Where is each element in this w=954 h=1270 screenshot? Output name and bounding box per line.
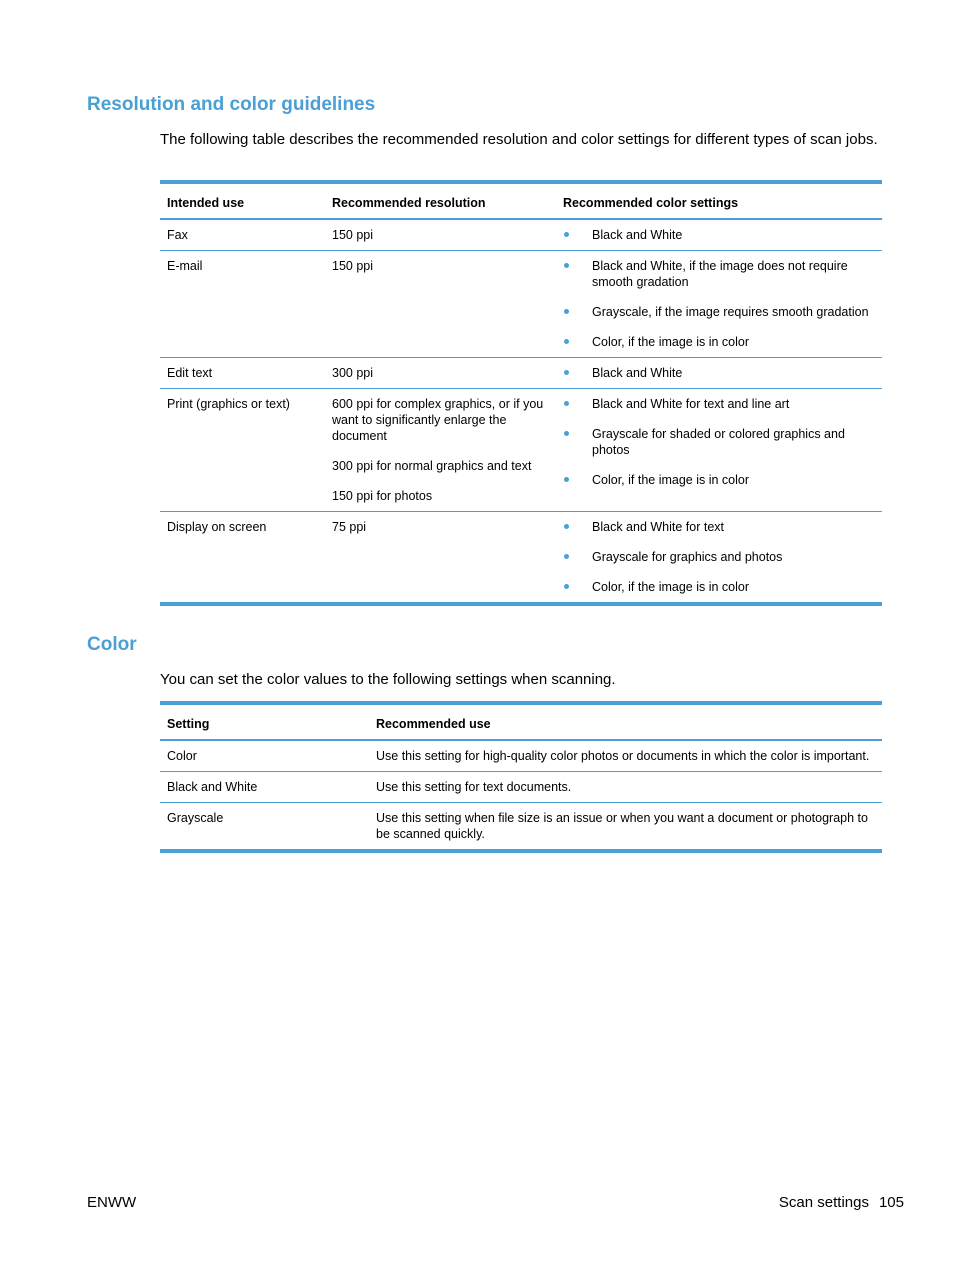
table-header-row bbox=[160, 182, 882, 219]
bullet-text: Black and White for text bbox=[592, 520, 725, 534]
table-row bbox=[160, 389, 882, 512]
bullet-icon bbox=[564, 431, 569, 436]
cell-recommended-use: Use this setting for high-quality color photos or documents in which the color is important. bbox=[376, 749, 870, 763]
bullet-icon bbox=[564, 263, 569, 268]
column-header-intended-use: Intended use bbox=[160, 182, 325, 219]
resolution-text: 300 ppi for normal graphics and text bbox=[332, 459, 532, 473]
bullet-icon bbox=[564, 524, 569, 529]
bullet-item bbox=[563, 334, 876, 350]
column-header-recommended-use: Recommended use bbox=[369, 703, 882, 740]
intro-paragraph-resolution: The following table describes the recommended resolution and color settings for different types of scan jobs. bbox=[160, 131, 878, 148]
cell-recommended-resolution bbox=[325, 219, 556, 251]
bullet-text: Color, if the image is in color bbox=[592, 473, 750, 487]
bullet-text: Grayscale for graphics and photos bbox=[592, 550, 783, 564]
bullet-list bbox=[563, 396, 876, 488]
table-row bbox=[160, 251, 882, 358]
table-row bbox=[160, 219, 882, 251]
cell-recommended-resolution bbox=[325, 358, 556, 389]
table-row bbox=[160, 740, 882, 772]
bullet-item bbox=[563, 396, 876, 412]
cell-intended-use: Display on screen bbox=[160, 512, 325, 605]
bullet-item bbox=[563, 365, 876, 381]
bullet-list bbox=[563, 365, 876, 381]
bullet-text: Grayscale, if the image requires smooth gradation bbox=[592, 305, 869, 319]
footer-page-info bbox=[779, 1194, 904, 1211]
bullet-icon bbox=[564, 370, 569, 375]
cell-intended-use: Fax bbox=[167, 228, 188, 242]
resolution-text: 150 ppi bbox=[332, 259, 374, 273]
bullet-item bbox=[563, 472, 876, 488]
section-heading-resolution: Resolution and color guidelines bbox=[87, 94, 376, 115]
table-row bbox=[160, 772, 882, 803]
resolution-text: 150 ppi bbox=[332, 228, 374, 242]
cell-intended-use: Edit text bbox=[160, 358, 325, 389]
cell-setting: Color bbox=[167, 749, 197, 763]
footer-doc-code: ENWW bbox=[87, 1194, 137, 1211]
cell-recommended-resolution bbox=[325, 251, 556, 358]
bullet-item bbox=[563, 549, 876, 565]
bullet-text: Black and White, if the image does not require smooth gradation bbox=[592, 259, 848, 289]
bullet-icon bbox=[564, 339, 569, 344]
cell-recommended-use: Use this setting when file size is an issue or when you want a document or photograph to be scanned quickly. bbox=[369, 803, 882, 852]
cell-recommended-resolution bbox=[325, 512, 556, 605]
resolution-table bbox=[160, 180, 882, 606]
cell-intended-use: E-mail bbox=[160, 251, 325, 358]
bullet-list bbox=[563, 227, 876, 243]
bullet-icon bbox=[564, 309, 569, 314]
table-row bbox=[160, 358, 882, 389]
section-heading-color: Color bbox=[87, 634, 137, 655]
resolution-text: 150 ppi for photos bbox=[332, 489, 433, 503]
bullet-item bbox=[563, 258, 876, 290]
bullet-icon bbox=[564, 477, 569, 482]
cell-recommended-color-settings bbox=[556, 219, 882, 251]
bullet-text: Color, if the image is in color bbox=[592, 335, 750, 349]
cell-recommended-color-settings bbox=[556, 512, 882, 605]
cell-recommended-color-settings bbox=[556, 251, 882, 358]
table-header-row bbox=[160, 703, 882, 740]
bullet-text: Black and White for text and line art bbox=[592, 397, 790, 411]
cell-setting: Grayscale bbox=[160, 803, 369, 852]
page-number: 105 bbox=[878, 1194, 904, 1211]
bullet-icon bbox=[564, 584, 569, 589]
bullet-icon bbox=[564, 401, 569, 406]
cell-recommended-resolution bbox=[325, 389, 556, 512]
bullet-text: Black and White bbox=[592, 366, 683, 380]
bullet-list bbox=[563, 519, 876, 595]
footer-section-name: Scan settings bbox=[778, 1194, 869, 1211]
column-header-setting: Setting bbox=[160, 703, 369, 740]
color-settings-table bbox=[160, 701, 882, 853]
bullet-text: Grayscale for shaded or colored graphics and photos bbox=[592, 427, 845, 457]
cell-recommended-color-settings bbox=[556, 389, 882, 512]
cell-recommended-use: Use this setting for text documents. bbox=[369, 772, 882, 803]
bullet-item bbox=[563, 426, 876, 458]
bullet-item bbox=[563, 579, 876, 595]
cell-intended-use: Print (graphics or text) bbox=[160, 389, 325, 512]
column-header-recommended-resolution: Recommended resolution bbox=[325, 182, 556, 219]
bullet-text: Color, if the image is in color bbox=[592, 580, 750, 594]
bullet-list bbox=[563, 258, 876, 350]
resolution-text: 75 ppi bbox=[332, 520, 367, 534]
column-header-recommended-color-settings: Recommended color settings bbox=[556, 182, 882, 219]
intro-paragraph-color: You can set the color values to the following settings when scanning. bbox=[160, 671, 616, 688]
bullet-item bbox=[563, 227, 876, 243]
cell-recommended-color-settings bbox=[556, 358, 882, 389]
bullet-text: Black and White bbox=[592, 228, 683, 242]
bullet-icon bbox=[564, 232, 569, 237]
resolution-text: 600 ppi for complex graphics, or if you want to significantly enlarge the document bbox=[332, 397, 544, 443]
table-row bbox=[160, 512, 882, 605]
cell-setting: Black and White bbox=[160, 772, 369, 803]
table-row bbox=[160, 803, 882, 852]
resolution-text: 300 ppi bbox=[332, 366, 374, 380]
bullet-item bbox=[563, 304, 876, 320]
bullet-icon bbox=[564, 554, 569, 559]
bullet-item bbox=[563, 519, 876, 535]
